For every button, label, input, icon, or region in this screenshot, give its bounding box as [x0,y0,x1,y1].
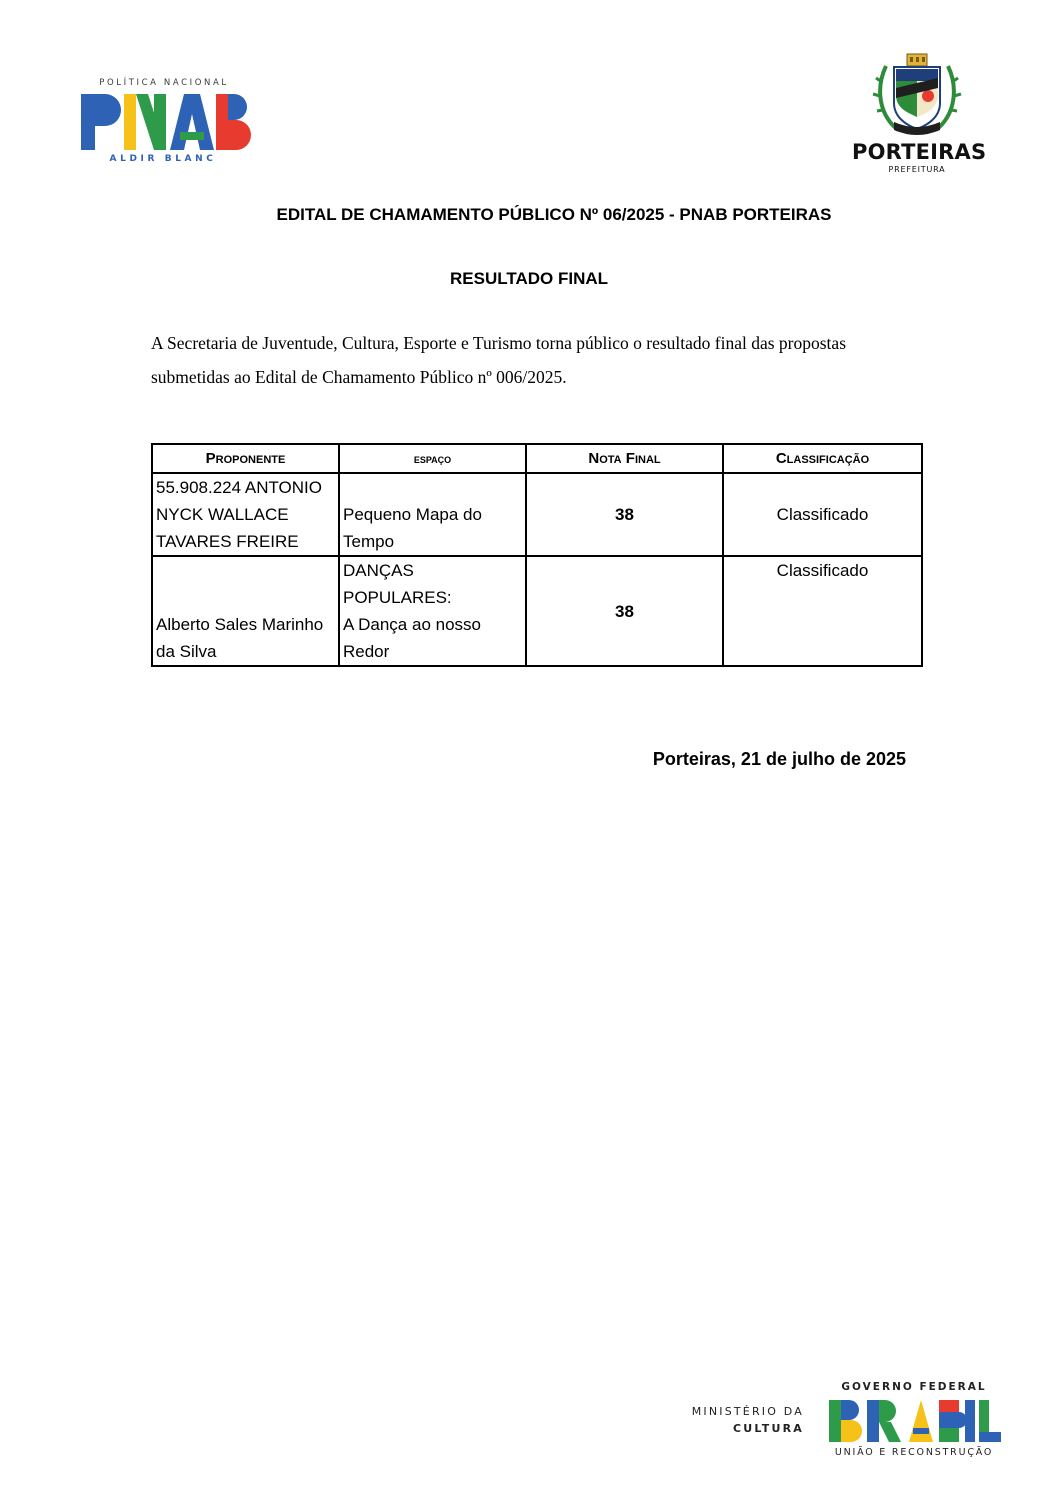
cell-line: TAVARES FREIRE [156,532,299,551]
cell-espaco [339,556,526,666]
porteiras-crest-icon [872,52,962,142]
document-title: EDITAL DE CHAMAMENTO PÚBLICO Nº 06/2025 - PNAB PORTEIRAS [276,205,832,224]
cell-proponente [152,473,339,556]
document-subtitle: RESULTADO FINAL [449,269,609,288]
porteiras-subtitle: PREFEITURA [888,165,946,174]
results-table [151,443,923,667]
cell-line: Tempo [343,532,395,551]
table-row [152,556,922,666]
table-header-row [152,444,922,473]
cell-classificacao: Classificado [723,473,922,556]
cell-espaco [339,473,526,556]
uniao-reconstrucao-text: UNIÃO E RECONSTRUÇÃO [834,1447,994,1458]
cell-nota: 38 [526,473,723,556]
cell-line: NYCK WALLACE [156,505,289,524]
porteiras-name: PORTEIRAS [852,140,987,164]
pnab-top-text: POLÍTICA NACIONAL [99,78,229,88]
cell-line: DANÇAS POPULARES: [343,561,452,607]
cell-line: Redor [343,642,390,661]
pnab-logo [80,78,252,168]
pnab-bottom-text: ALDIR BLANC [109,154,217,164]
date-line: Porteiras, 21 de julho de 2025 [652,749,906,769]
ministerio-line1: MINISTÉRIO DA [691,1405,804,1418]
header-classificacao: Classificação [723,444,922,473]
header-espaco: espaço [339,444,526,473]
brasil-wordmark-icon [829,1398,1001,1444]
header-nota-final: Nota Final [526,444,723,473]
cell-proponente [152,556,339,666]
cell-nota: 38 [526,556,723,666]
cell-line: A Dança ao nosso [343,615,481,634]
cell-line: 55.908.224 ANTONIO [156,478,323,497]
ministerio-line2: CULTURA [732,1422,804,1435]
cell-line: da Silva [156,642,217,661]
governo-federal-text: GOVERNO FEDERAL [841,1381,987,1393]
intro-paragraph: A Secretaria de Juventude, Cultura, Esporte e Turismo torna público o resultado final das propostas submetidas ao Edital de Chamamento Público nº 006/2025. [151,333,847,387]
header-proponente: Proponente [152,444,339,473]
cell-line: Pequeno Mapa do [343,505,482,524]
cell-line: Alberto Sales Marinho [156,615,324,634]
pnab-wordmark-icon [80,92,252,152]
cell-classificacao: Classificado [723,556,922,666]
table-row [152,473,922,556]
